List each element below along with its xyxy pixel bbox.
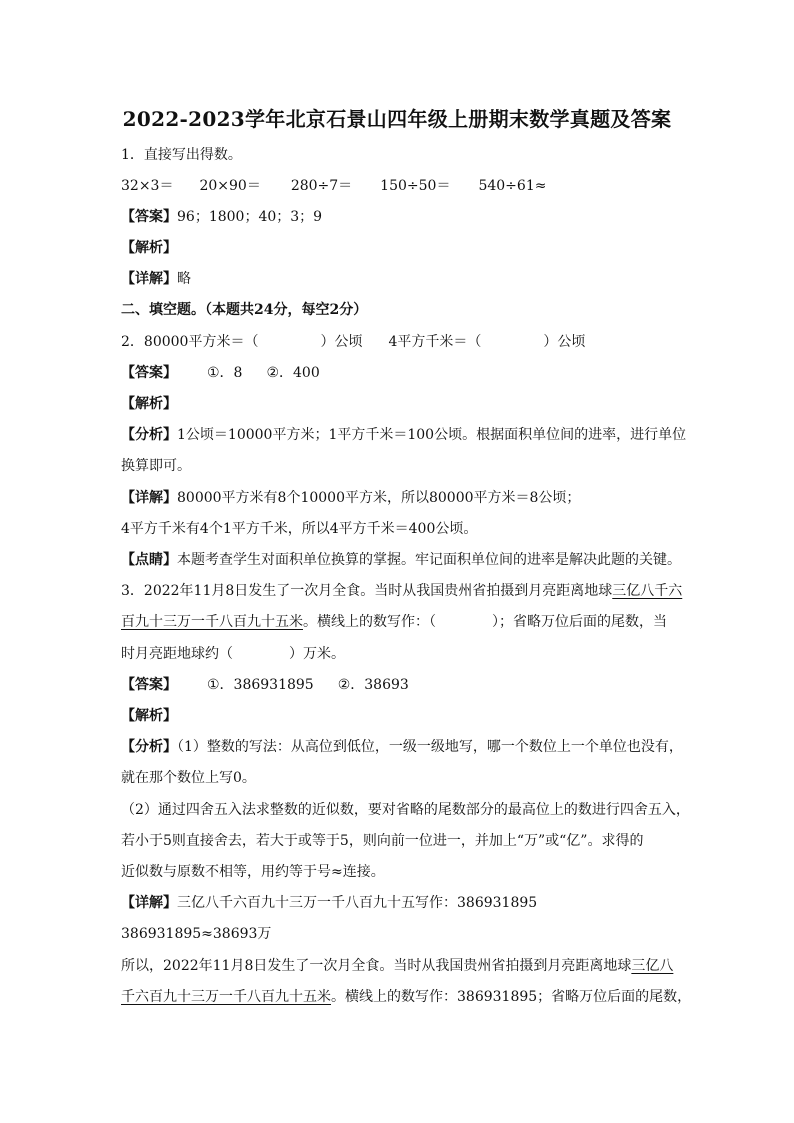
q2-fenxi-text: 1公顷＝10000平方米；1平方千米＝100公顷。根据面积单位间的进率，进行单位 — [177, 427, 687, 443]
q3-fenxi-line-2: 就在那个数位上写0。 — [121, 770, 256, 786]
fenxi-tag: 【分析】 — [121, 427, 177, 443]
q2-dianjing-text: 本题考查学生对面积单位换算的掌握。牢记面积单位间的进率是解决此题的关键。 — [177, 552, 681, 568]
q3-answer-2: ②．38693 — [337, 677, 409, 693]
answer-tag: 【答案】 — [121, 677, 177, 693]
q3-stem-part: 。横线上的数写作：（ — [303, 614, 436, 630]
q3-detail-text: 三亿八千六百九十三万一千八百九十五写作：386931895 — [177, 895, 538, 911]
q3-stem-line-1 — [121, 582, 682, 600]
q2-answer-1: ①．8 — [207, 365, 243, 381]
section2-heading: 二、填空题。（本题共24分，每空2分） — [121, 302, 368, 318]
q3-answer-1: ①．386931895 — [207, 677, 314, 693]
document-title: 2022-2023学年北京石景山四年级上册期末数学真题及答案 — [122, 107, 672, 131]
detail-tag: 【详解】 — [121, 490, 177, 506]
q3-detail-part: 所以，2022年11月8日发生了一次月全食。当时从我国贵州省拍摄到月亮距离地球 — [121, 958, 632, 974]
q1-expr-2: 20×90＝ — [199, 178, 261, 194]
q1-detail — [121, 270, 191, 288]
q2-stem-part: 2．80000平方米＝（ — [121, 334, 259, 350]
q1-analysis-tag: 【解析】 — [121, 240, 177, 256]
q2-detail-line-1 — [121, 489, 580, 507]
q3-underlined-number: 千六百九十三万一千八百九十五米 — [121, 989, 331, 1005]
q3-stem-part: 3．2022年11月8日发生了一次月全食。当时从我国贵州省拍摄到月亮距离地球 — [121, 583, 613, 599]
q3-stem-line-3 — [121, 645, 345, 663]
q3-underlined-number: 三亿八 — [631, 958, 674, 974]
q2-answer-2: ②．400 — [266, 365, 320, 381]
q3-stem-part: ）万米。 — [289, 646, 345, 662]
fenxi-tag: 【分析】 — [121, 739, 177, 755]
q2-stem-part: 4平方千米＝（ — [388, 334, 482, 350]
q3-fenxi-text: （1）整数的写法：从高位到低位，一级一级地写，哪一个数位上一个单位也没有， — [177, 739, 683, 755]
q3-detail-line-1 — [121, 894, 537, 912]
q2-fenxi-line-2: 换算即可。 — [121, 458, 191, 474]
q1-expr-5: 540÷61≈ — [478, 178, 547, 194]
q2-stem-part: ）公顷 — [320, 334, 363, 350]
q2-stem — [121, 333, 585, 351]
q2-detail-line-2: 4平方千米有4个1平方千米，所以4平方千米＝400公顷。 — [121, 521, 478, 537]
q1-expressions — [121, 177, 546, 195]
q2-answer — [121, 364, 320, 382]
q3-detail-part: 。横线上的数写作：386931895；省略万位后面的尾数， — [331, 989, 692, 1005]
answer-tag: 【答案】 — [121, 365, 177, 381]
answer-tag: 【答案】 — [121, 209, 177, 225]
q3-stem-line-2 — [121, 613, 667, 631]
q3-fenxi-line-1 — [121, 738, 683, 756]
q1-answer — [121, 208, 322, 226]
q1-detail-text: 略 — [177, 271, 191, 287]
q3-stem-part: ）；省略万位后面的尾数，当 — [492, 614, 667, 630]
q3-fenxi-line-4: 若小于5则直接舍去，若大于或等于5，则向前一位进一，并加上“万”或“亿”。求得的 — [121, 833, 644, 849]
q1-answer-text: 96；1800；40；3；9 — [177, 209, 323, 225]
q1-stem: 1．直接写出得数。 — [121, 147, 242, 163]
q2-dianjing — [121, 551, 681, 569]
q3-detail-line-2: 386931895≈38693万 — [121, 926, 272, 942]
dianjing-tag: 【点睛】 — [121, 552, 177, 568]
q3-stem-part: 时月亮距地球约（ — [121, 646, 233, 662]
q3-detail-line-4 — [121, 988, 691, 1006]
detail-tag: 【详解】 — [121, 271, 177, 287]
q2-stem-part: ）公顷 — [543, 334, 586, 350]
detail-tag: 【详解】 — [121, 895, 177, 911]
q3-detail-line-3 — [121, 957, 673, 975]
q1-expr-4: 150÷50＝ — [380, 178, 451, 194]
q2-detail-text: 80000平方米有8个10000平方米，所以80000平方米＝8公顷； — [177, 490, 581, 506]
q2-fenxi-line-1 — [121, 426, 686, 444]
q3-fenxi-line-3: （2）通过四舍五入法求整数的近似数，要对省略的尾数部分的最高位上的数进行四舍五入， — [121, 802, 690, 818]
q1-expr-3: 280÷7＝ — [290, 178, 353, 194]
q3-underlined-number: 三亿八千六 — [612, 583, 683, 599]
q3-underlined-number: 百九十三万一千八百九十五米 — [121, 614, 303, 630]
q3-analysis-tag: 【解析】 — [121, 708, 177, 724]
q3-answer — [121, 676, 409, 694]
q2-analysis-tag: 【解析】 — [121, 396, 177, 412]
q3-fenxi-line-5: 近似数与原数不相等，用约等于号≈连接。 — [121, 864, 385, 880]
q1-expr-1: 32×3＝ — [121, 178, 174, 194]
